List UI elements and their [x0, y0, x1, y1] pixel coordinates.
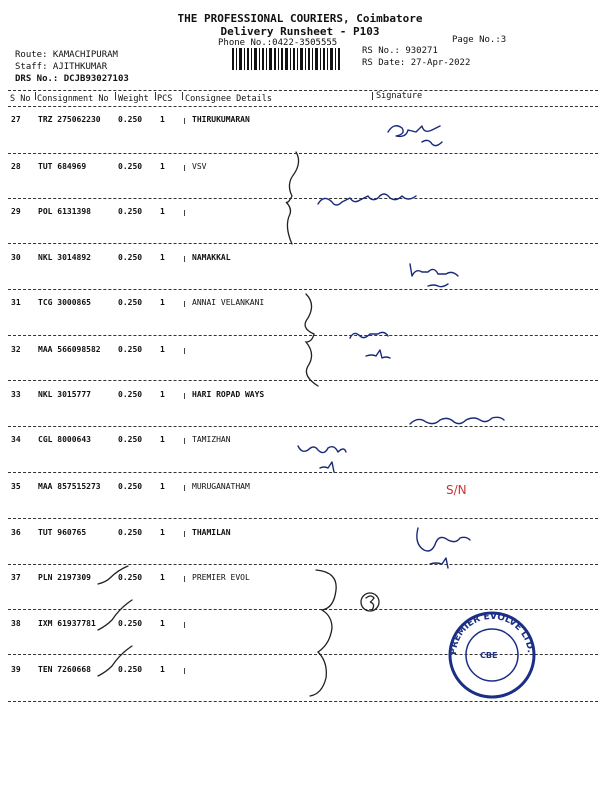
page-number: Page No.:3: [452, 35, 507, 45]
table-row: [8, 207, 598, 255]
table-row: [8, 298, 598, 346]
row-divider: [8, 518, 598, 519]
column-divider: [35, 92, 36, 100]
row-pcs: 1: [160, 207, 165, 216]
row-weight: 0.250: [118, 345, 143, 354]
row-sno: 31: [11, 298, 21, 307]
cell-tick: [184, 438, 185, 444]
row-pcs: 1: [160, 115, 165, 124]
row-divider: [8, 564, 598, 565]
row-pcs: 1: [160, 253, 165, 262]
row-divider: [8, 153, 598, 154]
rs-number: RS No.: 930271: [362, 46, 438, 56]
stamp-center-text: CBE: [480, 651, 498, 660]
row-consignee: VSV: [192, 162, 207, 171]
table-row: [8, 162, 598, 210]
row-consignment: POL 6131398: [38, 207, 91, 216]
table-row: [8, 573, 598, 621]
row-weight: 0.250: [118, 619, 143, 628]
red-sn-mark: S/N: [446, 483, 467, 497]
cell-tick: [184, 576, 185, 582]
column-header-sno: S No: [10, 94, 31, 104]
column-divider: [372, 92, 373, 100]
cell-tick: [184, 348, 185, 354]
row-pcs: 1: [160, 528, 165, 537]
row-pcs: 1: [160, 482, 165, 491]
row-sno: 37: [11, 573, 21, 582]
row-weight: 0.250: [118, 207, 143, 216]
column-divider: [155, 92, 156, 100]
table-row: [8, 390, 598, 438]
cell-tick: [184, 165, 185, 171]
header-top-rule: [8, 90, 598, 91]
column-header-consignment: Consignment No: [37, 94, 109, 104]
column-divider: [182, 92, 183, 100]
row-consignee: ANNAI VELANKANI: [192, 298, 265, 307]
row-pcs: 1: [160, 435, 165, 444]
row-consignee: HARI ROPAD WAYS: [192, 390, 265, 399]
row-weight: 0.250: [118, 253, 143, 262]
row-weight: 0.250: [118, 665, 143, 674]
row-divider: [8, 654, 598, 655]
row-sno: 36: [11, 528, 21, 537]
column-header-pcs: PCS: [157, 94, 173, 104]
route-label: Route: KAMACHIPURAM: [15, 50, 118, 60]
table-row: [8, 528, 598, 576]
rs-date: RS Date: 27-Apr-2022: [362, 58, 471, 68]
runsheet-title: Delivery Runsheet - P103: [220, 25, 380, 38]
cell-tick: [184, 256, 185, 262]
row-consignee: NAMAKKAL: [192, 253, 231, 262]
row-sno: 35: [11, 482, 21, 491]
row-weight: 0.250: [118, 528, 143, 537]
column-header-weight: Weight: [118, 94, 149, 104]
row-divider: [8, 289, 598, 290]
row-weight: 0.250: [118, 390, 143, 399]
row-divider: [8, 335, 598, 336]
table-row: [8, 619, 598, 667]
row-consignment: NKL 3015777: [38, 390, 91, 399]
document-title: THE PROFESSIONAL COURIERS, Coimbatore: [177, 12, 423, 25]
cell-tick: [184, 531, 185, 537]
row-weight: 0.250: [118, 298, 143, 307]
row-sno: 28: [11, 162, 21, 171]
row-consignee: TAMIZHAN: [192, 435, 231, 444]
column-divider: [115, 92, 116, 100]
header-bottom-rule: [8, 106, 598, 107]
row-consignment: MAA 566098582: [38, 345, 101, 354]
row-consignee: PREMIER EVOL: [192, 573, 250, 582]
row-sno: 30: [11, 253, 21, 262]
row-pcs: 1: [160, 573, 165, 582]
row-sno: 38: [11, 619, 21, 628]
row-sno: 29: [11, 207, 21, 216]
column-header-consignee: Consignee Details: [185, 94, 272, 104]
row-weight: 0.250: [118, 482, 143, 491]
row-weight: 0.250: [118, 162, 143, 171]
cell-tick: [184, 668, 185, 674]
row-pcs: 1: [160, 390, 165, 399]
row-weight: 0.250: [118, 573, 143, 582]
row-sno: 27: [11, 115, 21, 124]
row-pcs: 1: [160, 619, 165, 628]
row-pcs: 1: [160, 665, 165, 674]
row-consignment: NKL 3014892: [38, 253, 91, 262]
table-row: [8, 115, 598, 163]
drs-number: DRS No.: DCJB93027103: [15, 74, 129, 84]
cell-tick: [184, 393, 185, 399]
row-sno: 32: [11, 345, 21, 354]
table-row: [8, 435, 598, 483]
row-pcs: 1: [160, 162, 165, 171]
row-consignment: TEN 7260668: [38, 665, 91, 674]
row-divider: [8, 198, 598, 199]
table-row: [8, 253, 598, 301]
row-consignee: MURUGANATHAM: [192, 482, 250, 491]
table-row: [8, 482, 598, 530]
table-row: [8, 345, 598, 393]
row-weight: 0.250: [118, 435, 143, 444]
row-weight: 0.250: [118, 115, 143, 124]
row-divider: [8, 243, 598, 244]
row-consignment: TCG 3000865: [38, 298, 91, 307]
stamp-text: PREMIER EVOLVE LTD.: [448, 611, 535, 656]
row-consignee: THIRUKUMARAN: [192, 115, 250, 124]
cell-tick: [184, 301, 185, 307]
row-consignee: THAMILAN: [192, 528, 231, 537]
column-header-signature: Signature: [376, 91, 423, 101]
row-consignment: CGL 8000643: [38, 435, 91, 444]
row-pcs: 1: [160, 345, 165, 354]
row-divider: [8, 426, 598, 427]
row-consignment: TUT 960765: [38, 528, 87, 537]
row-consignment: PLN 2197309: [38, 573, 91, 582]
barcode-icon: [232, 48, 342, 70]
row-divider: [8, 380, 598, 381]
row-pcs: 1: [160, 298, 165, 307]
cell-tick: [184, 485, 185, 491]
row-consignment: TUT 684969: [38, 162, 87, 171]
phone-number: Phone No.:0422-3505555: [218, 38, 338, 48]
cell-tick: [184, 118, 185, 124]
row-sno: 34: [11, 435, 21, 444]
staff-label: Staff: AJITHKUMAR: [15, 62, 108, 72]
cell-tick: [184, 210, 185, 216]
row-divider: [8, 472, 598, 473]
table-row: [8, 665, 598, 713]
row-sno: 39: [11, 665, 21, 674]
row-consignment: TRZ 275062230: [38, 115, 101, 124]
row-divider: [8, 609, 598, 610]
row-sno: 33: [11, 390, 21, 399]
row-consignment: MAA 857515273: [38, 482, 101, 491]
cell-tick: [184, 622, 185, 628]
row-divider: [8, 701, 598, 702]
row-consignment: IXM 61937781: [38, 619, 96, 628]
